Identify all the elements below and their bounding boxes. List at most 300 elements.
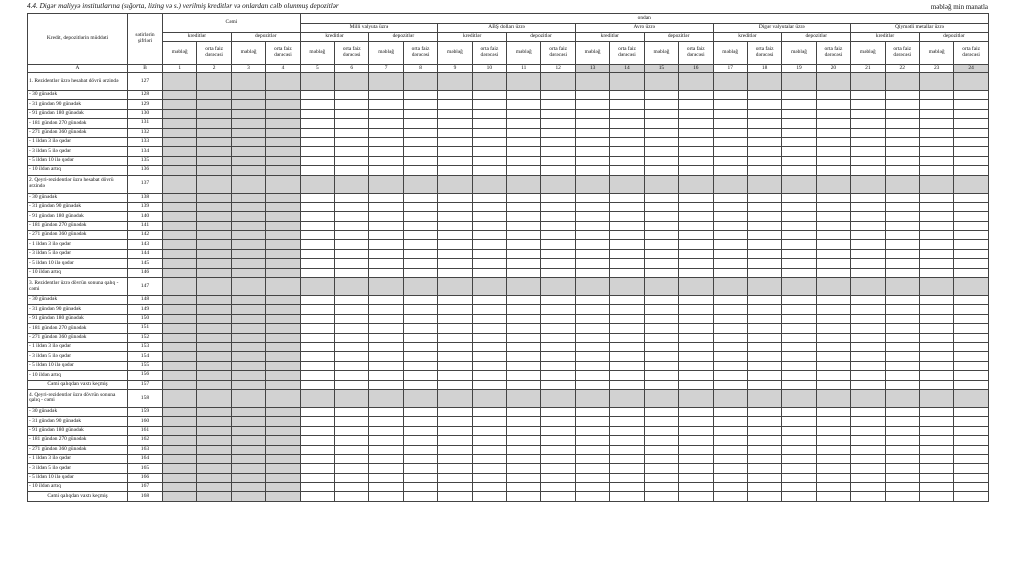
data-cell[interactable] — [438, 119, 472, 128]
data-cell[interactable] — [713, 91, 747, 100]
data-cell[interactable] — [747, 314, 781, 323]
data-cell[interactable] — [335, 426, 369, 435]
data-cell[interactable] — [335, 147, 369, 156]
data-cell[interactable] — [610, 352, 644, 361]
data-cell[interactable] — [300, 380, 334, 389]
data-cell[interactable] — [816, 352, 850, 361]
data-cell[interactable] — [851, 314, 885, 323]
data-cell[interactable] — [403, 454, 437, 463]
data-cell[interactable] — [885, 314, 919, 323]
data-cell[interactable] — [369, 492, 403, 501]
data-cell[interactable] — [335, 380, 369, 389]
data-cell[interactable] — [644, 119, 678, 128]
data-cell[interactable] — [610, 380, 644, 389]
data-cell[interactable] — [300, 371, 334, 380]
data-cell[interactable] — [885, 137, 919, 146]
data-cell[interactable] — [679, 109, 713, 118]
data-cell[interactable] — [679, 342, 713, 351]
data-cell[interactable] — [403, 380, 437, 389]
data-cell[interactable] — [335, 324, 369, 333]
data-cell[interactable] — [816, 342, 850, 351]
data-cell[interactable] — [438, 100, 472, 109]
data-cell[interactable] — [851, 305, 885, 314]
data-cell[interactable] — [782, 147, 816, 156]
data-cell[interactable] — [919, 445, 953, 454]
data-cell[interactable] — [369, 342, 403, 351]
data-cell[interactable] — [403, 342, 437, 351]
data-cell[interactable] — [335, 249, 369, 258]
data-cell[interactable] — [541, 240, 575, 249]
data-cell[interactable] — [438, 492, 472, 501]
data-cell[interactable] — [644, 436, 678, 445]
data-cell[interactable] — [713, 464, 747, 473]
data-cell[interactable] — [644, 147, 678, 156]
data-cell[interactable] — [713, 305, 747, 314]
data-cell[interactable] — [644, 483, 678, 492]
data-cell[interactable] — [369, 166, 403, 175]
data-cell[interactable] — [507, 128, 541, 137]
data-cell[interactable] — [507, 473, 541, 482]
data-cell[interactable] — [369, 100, 403, 109]
data-cell[interactable] — [747, 193, 781, 202]
data-cell[interactable] — [644, 91, 678, 100]
data-cell[interactable] — [403, 436, 437, 445]
data-cell[interactable] — [541, 371, 575, 380]
data-cell[interactable] — [919, 147, 953, 156]
data-cell[interactable] — [472, 91, 506, 100]
data-cell[interactable] — [507, 483, 541, 492]
data-cell[interactable] — [403, 240, 437, 249]
data-cell[interactable] — [472, 380, 506, 389]
data-cell[interactable] — [472, 212, 506, 221]
data-cell[interactable] — [644, 128, 678, 137]
data-cell[interactable] — [679, 445, 713, 454]
data-cell[interactable] — [472, 249, 506, 258]
data-cell[interactable] — [816, 268, 850, 277]
data-cell[interactable] — [782, 361, 816, 370]
data-cell[interactable] — [438, 137, 472, 146]
data-cell[interactable] — [782, 342, 816, 351]
data-cell[interactable] — [816, 464, 850, 473]
data-cell[interactable] — [851, 492, 885, 501]
data-cell[interactable] — [541, 464, 575, 473]
data-cell[interactable] — [885, 492, 919, 501]
data-cell[interactable] — [300, 305, 334, 314]
data-cell[interactable] — [954, 109, 989, 118]
data-cell[interactable] — [438, 221, 472, 230]
data-cell[interactable] — [919, 231, 953, 240]
data-cell[interactable] — [472, 492, 506, 501]
data-cell[interactable] — [885, 249, 919, 258]
data-cell[interactable] — [438, 128, 472, 137]
data-cell[interactable] — [713, 221, 747, 230]
data-cell[interactable] — [300, 100, 334, 109]
data-cell[interactable] — [885, 156, 919, 165]
data-cell[interactable] — [369, 240, 403, 249]
data-cell[interactable] — [679, 464, 713, 473]
data-cell[interactable] — [851, 371, 885, 380]
data-cell[interactable] — [438, 333, 472, 342]
data-cell[interactable] — [919, 342, 953, 351]
data-cell[interactable] — [438, 147, 472, 156]
data-cell[interactable] — [438, 342, 472, 351]
data-cell[interactable] — [403, 156, 437, 165]
data-cell[interactable] — [679, 202, 713, 211]
data-cell[interactable] — [472, 147, 506, 156]
data-cell[interactable] — [335, 445, 369, 454]
data-cell[interactable] — [954, 91, 989, 100]
data-cell[interactable] — [747, 436, 781, 445]
data-cell[interactable] — [610, 342, 644, 351]
data-cell[interactable] — [472, 324, 506, 333]
data-cell[interactable] — [335, 473, 369, 482]
data-cell[interactable] — [403, 305, 437, 314]
data-cell[interactable] — [610, 231, 644, 240]
data-cell[interactable] — [885, 464, 919, 473]
data-cell[interactable] — [713, 436, 747, 445]
data-cell[interactable] — [782, 156, 816, 165]
data-cell[interactable] — [369, 296, 403, 305]
data-cell[interactable] — [335, 240, 369, 249]
data-cell[interactable] — [438, 109, 472, 118]
data-cell[interactable] — [472, 445, 506, 454]
data-cell[interactable] — [507, 137, 541, 146]
data-cell[interactable] — [713, 352, 747, 361]
data-cell[interactable] — [644, 407, 678, 416]
data-cell[interactable] — [575, 221, 609, 230]
data-cell[interactable] — [885, 109, 919, 118]
data-cell[interactable] — [335, 128, 369, 137]
data-cell[interactable] — [507, 296, 541, 305]
data-cell[interactable] — [300, 193, 334, 202]
data-cell[interactable] — [747, 268, 781, 277]
data-cell[interactable] — [919, 268, 953, 277]
data-cell[interactable] — [954, 342, 989, 351]
data-cell[interactable] — [541, 342, 575, 351]
data-cell[interactable] — [885, 193, 919, 202]
data-cell[interactable] — [541, 259, 575, 268]
data-cell[interactable] — [679, 231, 713, 240]
data-cell[interactable] — [954, 268, 989, 277]
data-cell[interactable] — [300, 296, 334, 305]
data-cell[interactable] — [575, 492, 609, 501]
data-cell[interactable] — [713, 119, 747, 128]
data-cell[interactable] — [782, 268, 816, 277]
data-cell[interactable] — [885, 454, 919, 463]
data-cell[interactable] — [644, 380, 678, 389]
data-cell[interactable] — [541, 436, 575, 445]
data-cell[interactable] — [747, 212, 781, 221]
data-cell[interactable] — [335, 454, 369, 463]
data-cell[interactable] — [610, 268, 644, 277]
data-cell[interactable] — [885, 417, 919, 426]
data-cell[interactable] — [782, 249, 816, 258]
data-cell[interactable] — [335, 231, 369, 240]
data-cell[interactable] — [954, 492, 989, 501]
data-cell[interactable] — [816, 109, 850, 118]
data-cell[interactable] — [575, 166, 609, 175]
data-cell[interactable] — [438, 268, 472, 277]
data-cell[interactable] — [885, 407, 919, 416]
data-cell[interactable] — [954, 371, 989, 380]
data-cell[interactable] — [369, 305, 403, 314]
data-cell[interactable] — [575, 231, 609, 240]
data-cell[interactable] — [644, 166, 678, 175]
data-cell[interactable] — [919, 483, 953, 492]
data-cell[interactable] — [713, 100, 747, 109]
data-cell[interactable] — [679, 128, 713, 137]
data-cell[interactable] — [851, 128, 885, 137]
data-cell[interactable] — [403, 473, 437, 482]
data-cell[interactable] — [335, 464, 369, 473]
data-cell[interactable] — [816, 221, 850, 230]
data-cell[interactable] — [782, 454, 816, 463]
data-cell[interactable] — [679, 492, 713, 501]
data-cell[interactable] — [472, 454, 506, 463]
data-cell[interactable] — [300, 436, 334, 445]
data-cell[interactable] — [816, 492, 850, 501]
data-cell[interactable] — [782, 473, 816, 482]
data-cell[interactable] — [919, 91, 953, 100]
data-cell[interactable] — [472, 156, 506, 165]
data-cell[interactable] — [747, 91, 781, 100]
data-cell[interactable] — [782, 314, 816, 323]
data-cell[interactable] — [610, 100, 644, 109]
data-cell[interactable] — [713, 454, 747, 463]
data-cell[interactable] — [610, 445, 644, 454]
data-cell[interactable] — [747, 202, 781, 211]
data-cell[interactable] — [610, 371, 644, 380]
data-cell[interactable] — [851, 473, 885, 482]
data-cell[interactable] — [782, 193, 816, 202]
data-cell[interactable] — [885, 259, 919, 268]
data-cell[interactable] — [507, 361, 541, 370]
data-cell[interactable] — [885, 333, 919, 342]
data-cell[interactable] — [403, 231, 437, 240]
data-cell[interactable] — [335, 483, 369, 492]
data-cell[interactable] — [472, 231, 506, 240]
data-cell[interactable] — [403, 445, 437, 454]
data-cell[interactable] — [300, 259, 334, 268]
data-cell[interactable] — [541, 324, 575, 333]
data-cell[interactable] — [369, 371, 403, 380]
data-cell[interactable] — [747, 324, 781, 333]
data-cell[interactable] — [507, 342, 541, 351]
data-cell[interactable] — [919, 100, 953, 109]
data-cell[interactable] — [816, 193, 850, 202]
data-cell[interactable] — [610, 305, 644, 314]
data-cell[interactable] — [713, 407, 747, 416]
data-cell[interactable] — [954, 483, 989, 492]
data-cell[interactable] — [954, 156, 989, 165]
data-cell[interactable] — [747, 464, 781, 473]
data-cell[interactable] — [369, 324, 403, 333]
data-cell[interactable] — [816, 417, 850, 426]
data-cell[interactable] — [919, 473, 953, 482]
data-cell[interactable] — [919, 193, 953, 202]
data-cell[interactable] — [885, 166, 919, 175]
data-cell[interactable] — [747, 240, 781, 249]
data-cell[interactable] — [369, 407, 403, 416]
data-cell[interactable] — [954, 352, 989, 361]
data-cell[interactable] — [369, 483, 403, 492]
data-cell[interactable] — [679, 156, 713, 165]
data-cell[interactable] — [403, 464, 437, 473]
data-cell[interactable] — [816, 202, 850, 211]
data-cell[interactable] — [851, 445, 885, 454]
data-cell[interactable] — [403, 249, 437, 258]
data-cell[interactable] — [816, 407, 850, 416]
data-cell[interactable] — [369, 436, 403, 445]
data-cell[interactable] — [782, 231, 816, 240]
data-cell[interactable] — [954, 436, 989, 445]
data-cell[interactable] — [816, 156, 850, 165]
data-cell[interactable] — [438, 417, 472, 426]
data-cell[interactable] — [816, 212, 850, 221]
data-cell[interactable] — [816, 314, 850, 323]
data-cell[interactable] — [507, 231, 541, 240]
data-cell[interactable] — [713, 249, 747, 258]
data-cell[interactable] — [713, 231, 747, 240]
data-cell[interactable] — [335, 259, 369, 268]
data-cell[interactable] — [713, 296, 747, 305]
data-cell[interactable] — [507, 380, 541, 389]
data-cell[interactable] — [541, 119, 575, 128]
data-cell[interactable] — [954, 240, 989, 249]
data-cell[interactable] — [300, 492, 334, 501]
data-cell[interactable] — [438, 240, 472, 249]
data-cell[interactable] — [644, 324, 678, 333]
data-cell[interactable] — [610, 417, 644, 426]
data-cell[interactable] — [541, 352, 575, 361]
data-cell[interactable] — [954, 417, 989, 426]
data-cell[interactable] — [954, 166, 989, 175]
data-cell[interactable] — [335, 119, 369, 128]
data-cell[interactable] — [403, 259, 437, 268]
data-cell[interactable] — [747, 380, 781, 389]
data-cell[interactable] — [610, 259, 644, 268]
data-cell[interactable] — [679, 296, 713, 305]
data-cell[interactable] — [610, 109, 644, 118]
data-cell[interactable] — [541, 147, 575, 156]
data-cell[interactable] — [610, 492, 644, 501]
data-cell[interactable] — [885, 296, 919, 305]
data-cell[interactable] — [679, 305, 713, 314]
data-cell[interactable] — [369, 128, 403, 137]
data-cell[interactable] — [507, 454, 541, 463]
data-cell[interactable] — [713, 212, 747, 221]
data-cell[interactable] — [954, 259, 989, 268]
data-cell[interactable] — [472, 137, 506, 146]
data-cell[interactable] — [679, 268, 713, 277]
data-cell[interactable] — [575, 426, 609, 435]
data-cell[interactable] — [541, 296, 575, 305]
data-cell[interactable] — [403, 202, 437, 211]
data-cell[interactable] — [747, 259, 781, 268]
data-cell[interactable] — [300, 268, 334, 277]
data-cell[interactable] — [713, 426, 747, 435]
data-cell[interactable] — [541, 231, 575, 240]
data-cell[interactable] — [954, 249, 989, 258]
data-cell[interactable] — [438, 91, 472, 100]
data-cell[interactable] — [369, 473, 403, 482]
data-cell[interactable] — [919, 324, 953, 333]
data-cell[interactable] — [713, 314, 747, 323]
data-cell[interactable] — [747, 407, 781, 416]
data-cell[interactable] — [300, 417, 334, 426]
data-cell[interactable] — [438, 166, 472, 175]
data-cell[interactable] — [782, 137, 816, 146]
data-cell[interactable] — [747, 352, 781, 361]
data-cell[interactable] — [885, 221, 919, 230]
data-cell[interactable] — [747, 156, 781, 165]
data-cell[interactable] — [954, 426, 989, 435]
data-cell[interactable] — [610, 314, 644, 323]
data-cell[interactable] — [885, 371, 919, 380]
data-cell[interactable] — [885, 436, 919, 445]
data-cell[interactable] — [747, 342, 781, 351]
data-cell[interactable] — [403, 137, 437, 146]
data-cell[interactable] — [575, 314, 609, 323]
data-cell[interactable] — [851, 407, 885, 416]
data-cell[interactable] — [335, 109, 369, 118]
data-cell[interactable] — [851, 324, 885, 333]
data-cell[interactable] — [919, 137, 953, 146]
data-cell[interactable] — [885, 202, 919, 211]
data-cell[interactable] — [335, 305, 369, 314]
data-cell[interactable] — [438, 454, 472, 463]
data-cell[interactable] — [644, 268, 678, 277]
data-cell[interactable] — [369, 464, 403, 473]
data-cell[interactable] — [541, 473, 575, 482]
data-cell[interactable] — [782, 426, 816, 435]
data-cell[interactable] — [782, 492, 816, 501]
data-cell[interactable] — [954, 221, 989, 230]
data-cell[interactable] — [679, 454, 713, 463]
data-cell[interactable] — [507, 221, 541, 230]
data-cell[interactable] — [472, 342, 506, 351]
data-cell[interactable] — [816, 333, 850, 342]
data-cell[interactable] — [954, 454, 989, 463]
data-cell[interactable] — [403, 212, 437, 221]
data-cell[interactable] — [472, 483, 506, 492]
data-cell[interactable] — [919, 314, 953, 323]
data-cell[interactable] — [472, 259, 506, 268]
data-cell[interactable] — [747, 109, 781, 118]
data-cell[interactable] — [679, 249, 713, 258]
data-cell[interactable] — [610, 91, 644, 100]
data-cell[interactable] — [300, 231, 334, 240]
data-cell[interactable] — [575, 240, 609, 249]
data-cell[interactable] — [713, 445, 747, 454]
data-cell[interactable] — [713, 342, 747, 351]
data-cell[interactable] — [541, 407, 575, 416]
data-cell[interactable] — [507, 202, 541, 211]
data-cell[interactable] — [300, 147, 334, 156]
data-cell[interactable] — [472, 100, 506, 109]
data-cell[interactable] — [575, 333, 609, 342]
data-cell[interactable] — [507, 305, 541, 314]
data-cell[interactable] — [919, 221, 953, 230]
data-cell[interactable] — [403, 361, 437, 370]
data-cell[interactable] — [782, 221, 816, 230]
data-cell[interactable] — [644, 221, 678, 230]
data-cell[interactable] — [919, 436, 953, 445]
data-cell[interactable] — [541, 156, 575, 165]
data-cell[interactable] — [919, 305, 953, 314]
data-cell[interactable] — [541, 417, 575, 426]
data-cell[interactable] — [507, 314, 541, 323]
